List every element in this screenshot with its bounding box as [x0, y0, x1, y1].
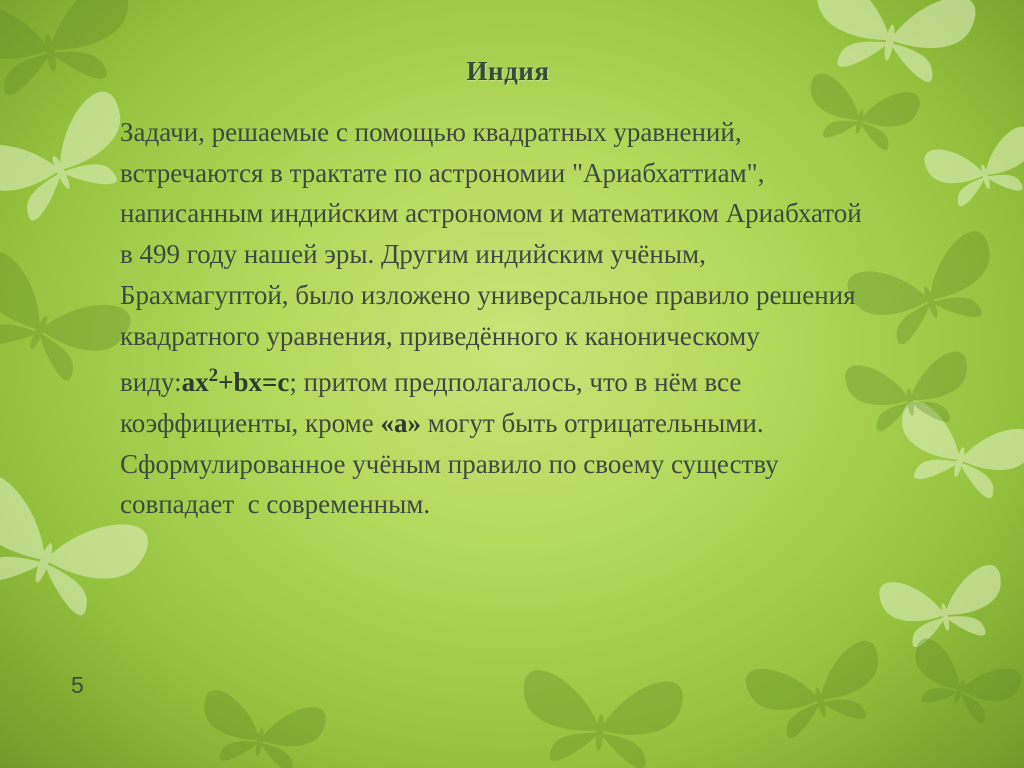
coefficient-highlight: «а»: [380, 407, 421, 438]
butterfly-icon: [900, 636, 1024, 732]
page-number: 5: [71, 672, 84, 698]
butterfly-icon: [0, 247, 135, 395]
formula-exponent: 2: [208, 365, 219, 387]
body-text-end: могут быть отрицательными. Сформулированное учёным правило по своему существу совпадает с современным.: [120, 407, 786, 520]
formula-rest: +bх=с: [218, 367, 290, 398]
butterfly-icon: [887, 398, 1024, 506]
slide-title: Индия: [466, 56, 550, 86]
butterfly-icon: [518, 669, 684, 768]
butterfly-icon: [877, 563, 1010, 652]
butterfly-icon: [922, 124, 1024, 212]
butterfly-icon: [195, 688, 328, 768]
butterfly-icon: [743, 638, 893, 746]
body-text-middle: ; притом предполагалось, что в нём все коэффициенты, кроме: [120, 367, 749, 438]
slide-body-text: [120, 112, 880, 525]
formula-base: ах: [181, 367, 209, 398]
body-text-intro: Задачи, решаемые с помощью квадратных уравнений, встречаются в трактате по астрономии "Ариабхаттиам", написанным индийским астрономом и математиком Ариабхатой в 499 году нашей эры. Другим индийским учёным, Брахмагуптой, было изложено универсальное правило решения квадратного уравнения, приведённого к каноническому виду:: [120, 117, 862, 398]
formula: [182, 367, 290, 397]
